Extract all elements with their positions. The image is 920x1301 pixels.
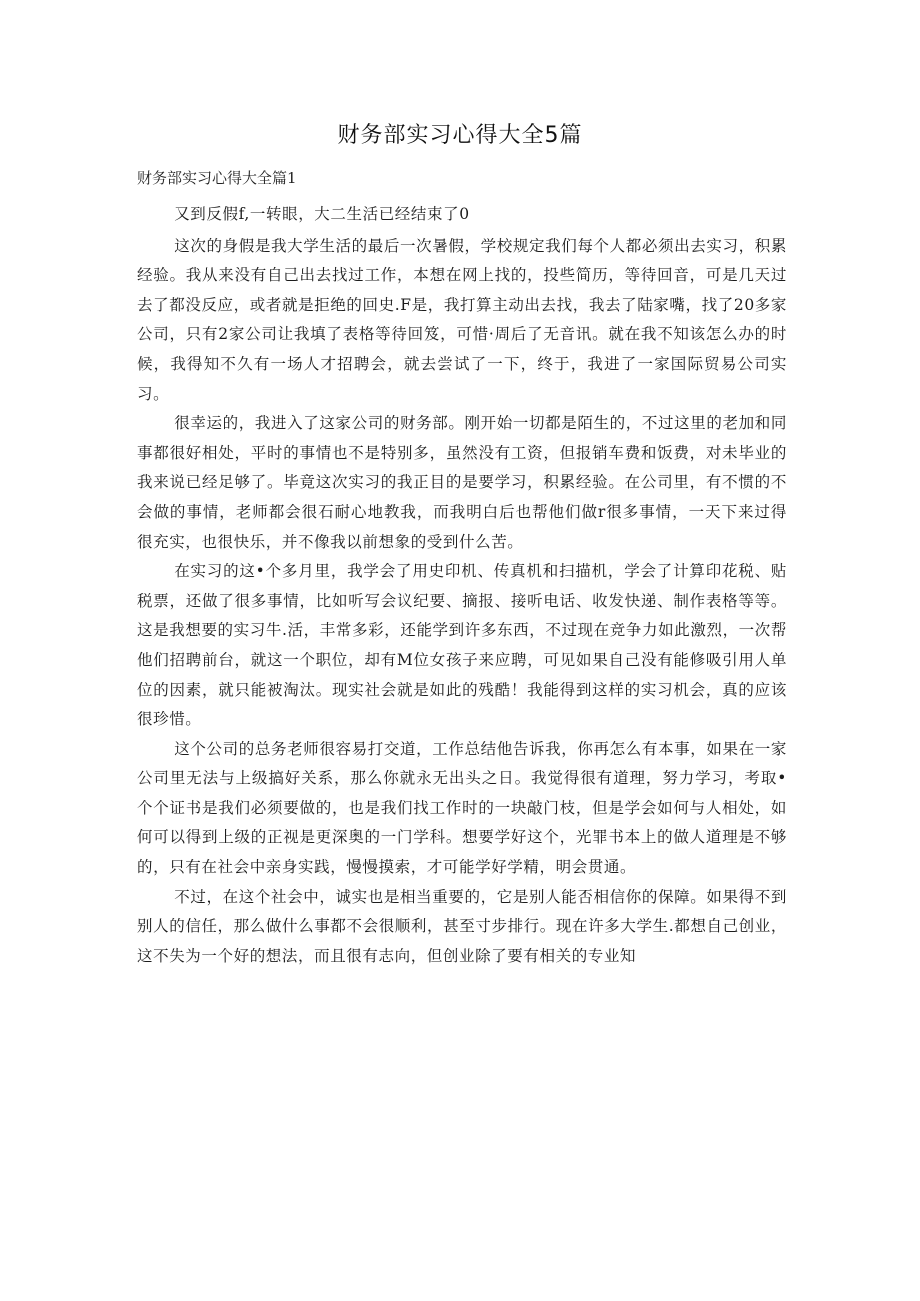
- document-title: 财务部实习心得大全5篇: [337, 123, 583, 148]
- paragraph-3: 很幸运的，我进入了这家公司的财务部。刚开始一切都是陌生的，不过这里的老加和同事都很好相处，平时的事情也不是特别多，虽然没有工资，但报销车费和饭费，对未毕业的我来说已经足够了。毕竟这次实习的我正目的是要学习，积累经验。在公司里，有不惯的不会做的事情，老师都会很石耐心地教我，而我明白后也帮他们做r很多事情，一天下来过得很充实，也很快乐，并不像我以前想象的受到什么苦。: [137, 414, 787, 551]
- section-heading: 财务部实习心得大全篇1: [137, 169, 297, 187]
- paragraph-5: 这个公司的总务老师很容易打交道，工作总结他告诉我，你再怎么有本事，如果在一家公司里无法与上级搞好关系，那么你就永无出头之日。我觉得很有道理，努力学习，考取•个个证书是我们必须要做的，也是我们找工作时的一块敲门枝，但是学会如何与人相处，如何可以得到上级的正视是更深奥的一门学科。想要学好这个，光罪书本上的做人道理是不够的，只有在社会中亲身实践，慢慢摸索，才可能学好学精，明会贯通。: [137, 739, 787, 877]
- paragraph-1: 又到反假f,一转眼，大二生活已经结束了0: [174, 205, 470, 223]
- document-body: [137, 200, 787, 971]
- paragraph-6: 不过，在这个社会中，诚实也是相当重要的，它是别人能否相信你的保障。如果得不到别人的信任，那么做什么事都不会很顺利，甚至寸步排行。现在许多大学生.都想自己创业，这不失为一个好的想法，而且很有志向，但创业除了要有相关的专业知: [137, 887, 787, 965]
- paragraph-2: 这次的身假是我大学生活的最后一次暑假，学校规定我们每个人都必须出去实习，积累经验。我从来没有自己出去找过工作，本想在网上找的，投些简历，等待回音，可是几天过去了都没反应，或者就是拒绝的回史.F是，我打算主动出去找，我去了陆家嘴，找了20多家公司，只有2家公司让我填了表格等待回笈，可惜·周后了无音讯。就在我不知该怎么办的时候，我得知不久有一场人才招聘会，就去尝试了一下，终于，我进了一家国际贸易公司实习。: [137, 236, 787, 403]
- paragraph-4: 在实习的这•个多月里，我学会了用史印机、传真机和扫描机，学会了计算印花税、贴税票，还做了很多事情，比如听写会议纪要、摘报、接听电话、收发快递、制作表格等等。这是我想要的实习牛.活，丰常多彩，还能学到许多东西，不过现在竞争力如此激烈，一次帮他们招聘前台，就这一个职位，却有M位女孩子来应聘，可见如果自己没有能修吸引用人单位的因素，就只能被淘汰。现实社会就是如此的残酷！我能得到这样的实习机会，真的应该很珍惜。: [137, 562, 787, 729]
